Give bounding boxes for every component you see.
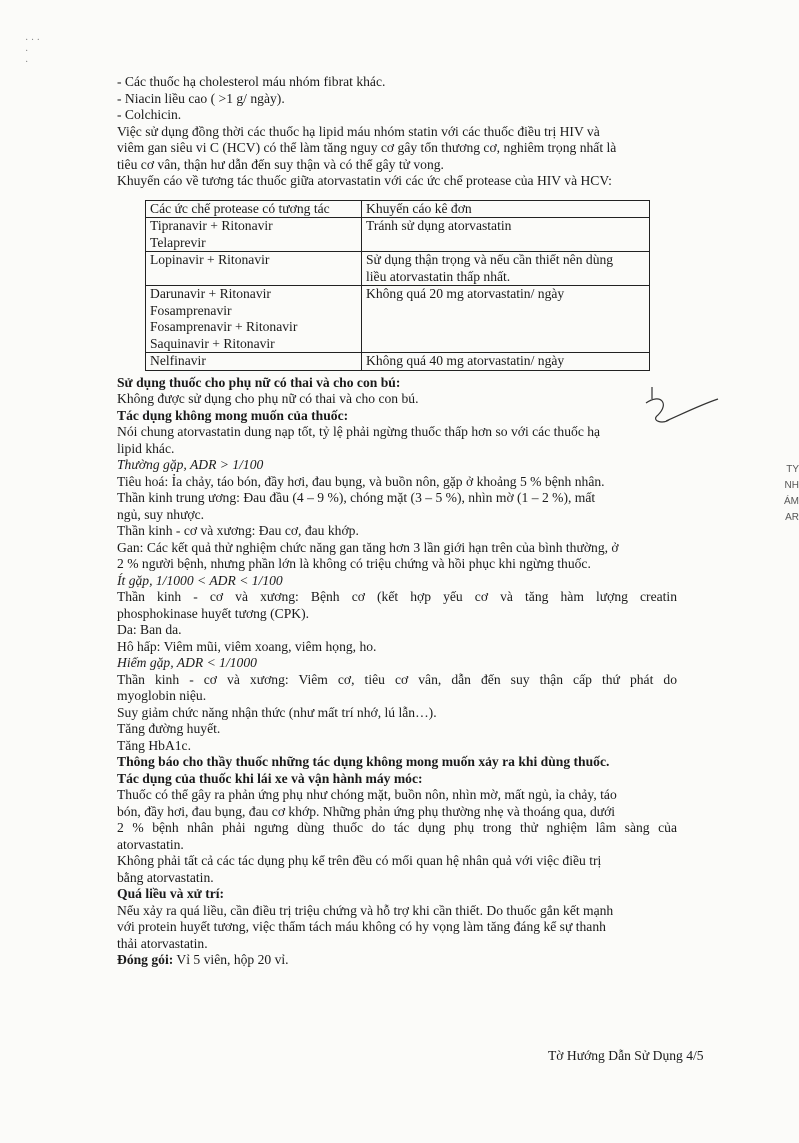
page-footer: Tờ Hướng Dẫn Sử Dụng 4/5 <box>548 1048 704 1063</box>
section-heading: Thông báo cho thầy thuốc những tác dụng không mong muốn xảy ra khi dùng thuốc. <box>117 754 610 769</box>
advice-text: Sử dụng thận trọng và nếu cần thiết nên dùng <box>366 252 614 267</box>
stamp-text: AR <box>785 512 799 523</box>
drug-name: Saquinavir + Ritonavir <box>150 335 275 351</box>
packaging-line <box>117 952 677 969</box>
drug-name: Nelfinavir <box>150 353 206 368</box>
drug-name: Fosamprenavir <box>150 302 232 318</box>
text-line: Việc sử dụng đồng thời các thuốc hạ lipid máu nhóm statin với các thuốc điều trị HIV và <box>117 123 600 139</box>
section-heading: Quá liều và xử trí: <box>117 886 225 901</box>
text-line: ngủ, suy nhược. <box>117 506 205 522</box>
drug-name: Darunavir + Ritonavir <box>150 286 271 301</box>
table-cell-drugs <box>146 286 362 353</box>
table-cell-drugs <box>146 218 362 252</box>
text-line: Nói chung atorvastatin dung nạp tốt, tỷ lệ phải ngừng thuốc thấp hơn so với các thuốc hạ <box>117 424 601 439</box>
table-cell-advice <box>362 286 650 353</box>
document-body <box>117 74 677 969</box>
text-line: bón, đầy hơi, đau bụng, đau cơ khớp. Những phản ứng phụ thường nhẹ và thoáng qua, dưới <box>117 803 616 819</box>
table-cell-advice <box>362 218 650 252</box>
body-text <box>117 375 677 953</box>
text-line: Gan: Các kết quả thử nghiệm chức năng gan tăng hơn 3 lần giới hạn trên của bình thường, ở <box>117 539 619 555</box>
interaction-table <box>145 200 650 371</box>
text-line: Tăng đường huyết. <box>117 721 221 736</box>
table-cell-advice <box>362 353 650 371</box>
text-line: - Niacin liều cao ( >1 g/ ngày). <box>117 90 285 106</box>
drug-name: Lopinavir + Ritonavir <box>150 252 270 267</box>
text-line: Tăng HbA1c. <box>117 737 191 753</box>
text-line: atorvastatin. <box>117 836 184 852</box>
table-row <box>146 353 650 371</box>
text-line: - Colchicin. <box>117 107 182 122</box>
stamp-fragment <box>769 462 799 602</box>
text-line: Thường gặp, ADR > 1/100 <box>117 457 264 472</box>
text-line: Khuyến cáo về tương tác thuốc giữa atorvastatin với các ức chế protease của HIV và HCV: <box>117 173 612 188</box>
text-line: - Các thuốc hạ cholesterol máu nhóm fibrat khác. <box>117 74 386 89</box>
table-cell-drugs <box>146 252 362 286</box>
text-line: Thuốc có thể gây ra phản ứng phụ như chóng mặt, buồn nôn, nhìn mờ, mất ngủ, ỉa chảy, táo <box>117 787 617 802</box>
table-row <box>146 252 650 286</box>
text-line: Hô hấp: Viêm mũi, viêm xoang, viêm họng, ho. <box>117 638 377 654</box>
stamp-text: NH <box>784 480 799 491</box>
advice-text: Không quá 20 mg atorvastatin/ ngày <box>366 286 565 301</box>
text-line: Tiêu hoá: Ỉa chảy, táo bón, đầy hơi, đau bụng, và buồn nôn, gặp ở khoảng 5 % bệnh nhân. <box>117 473 605 489</box>
text-line: myoglobin niệu. <box>117 688 207 703</box>
table-header-cell: Khuyến cáo kê đơn <box>362 200 650 218</box>
signature-mark <box>640 385 720 445</box>
text-line: Thần kinh - cơ và xương: Đau cơ, đau khớp. <box>117 523 359 538</box>
text-line: Da: Ban da. <box>117 622 182 637</box>
section-heading: Tác dụng không mong muốn của thuốc: <box>117 407 349 423</box>
text-line: 2 % bệnh nhân phải ngưng dùng thuốc do tác dụng phụ trong thử nghiệm lâm sàng của <box>117 820 677 835</box>
text-line: phosphokinase huyết tương (CPK). <box>117 605 310 621</box>
drug-name: Tipranavir + Ritonavir <box>150 218 273 233</box>
advice-text: Tránh sử dụng atorvastatin <box>366 218 512 233</box>
text-line: viêm gan siêu vi C (HCV) có thể làm tăng nguy cơ gây tổn thương cơ, nghiêm trọng nhất là <box>117 140 617 155</box>
section-heading: Sử dụng thuốc cho phụ nữ có thai và cho con bú: <box>117 374 401 390</box>
text-line: Nếu xảy ra quá liều, cần điều trị triệu chứng và hỗ trợ khi cần thiết. Do thuốc gắn kết mạnh <box>117 902 614 918</box>
text-line: 2 % người bệnh, nhưng phần lớn là không có triệu chứng và hồi phục khi ngừng thuốc. <box>117 556 591 571</box>
table-header-row <box>146 200 650 218</box>
scan-specks: · · · · · <box>25 35 40 68</box>
text-line: Thần kinh - cơ và xương: Bệnh cơ (kết hợp yếu cơ và tăng hàm lượng creatin <box>117 589 677 604</box>
text-line: thải atorvastatin. <box>117 935 208 951</box>
packaging-label: Đóng gói: <box>117 952 174 967</box>
text-line: với protein huyết tương, việc thẩm tách máu không có hy vọng làm tăng đáng kể sự thanh <box>117 919 606 934</box>
stamp-text: TY <box>786 464 799 475</box>
advice-text: liều atorvastatin thấp nhất. <box>366 268 511 284</box>
text-line: Ít gặp, 1/1000 < ADR < 1/100 <box>117 572 283 588</box>
text-line: bằng atorvastatin. <box>117 869 214 885</box>
table-cell-drugs <box>146 353 362 371</box>
table-row <box>146 218 650 252</box>
text-line: lipid khác. <box>117 440 175 456</box>
advice-text: Không quá 40 mg atorvastatin/ ngày <box>366 353 565 368</box>
text-line: Không được sử dụng cho phụ nữ có thai và cho con bú. <box>117 391 419 406</box>
text-line: Thần kinh trung ương: Đau đầu (4 – 9 %), chóng mặt (3 – 5 %), nhìn mờ (1 – 2 %), mất <box>117 490 596 505</box>
text-line: Không phải tất cả các tác dụng phụ kể trên đều có mối quan hệ nhân quả với việc điều trị <box>117 853 602 868</box>
stamp-text: ÁM <box>784 496 799 507</box>
table-cell-advice <box>362 252 650 286</box>
text-line: Hiếm gặp, ADR < 1/1000 <box>117 655 257 670</box>
drug-name: Telaprevir <box>150 234 206 250</box>
packaging-value: Vỉ 5 viên, hộp 20 vỉ. <box>173 952 289 967</box>
section-heading: Tác dụng của thuốc khi lái xe và vận hành máy móc: <box>117 770 423 786</box>
table-row <box>146 286 650 353</box>
table-header-cell: Các ức chế protease có tương tác <box>146 200 362 218</box>
text-line: Thần kinh - cơ và xương: Viêm cơ, tiêu cơ vân, dẫn đến suy thận cấp thứ phát do <box>117 671 677 687</box>
drug-name: Fosamprenavir + Ritonavir <box>150 319 298 334</box>
text-line: tiêu cơ vân, thận hư dẫn đến suy thận và có thể gây tử vong. <box>117 156 444 172</box>
text-line: Suy giảm chức năng nhận thức (như mất trí nhớ, lú lẫn…). <box>117 704 437 720</box>
